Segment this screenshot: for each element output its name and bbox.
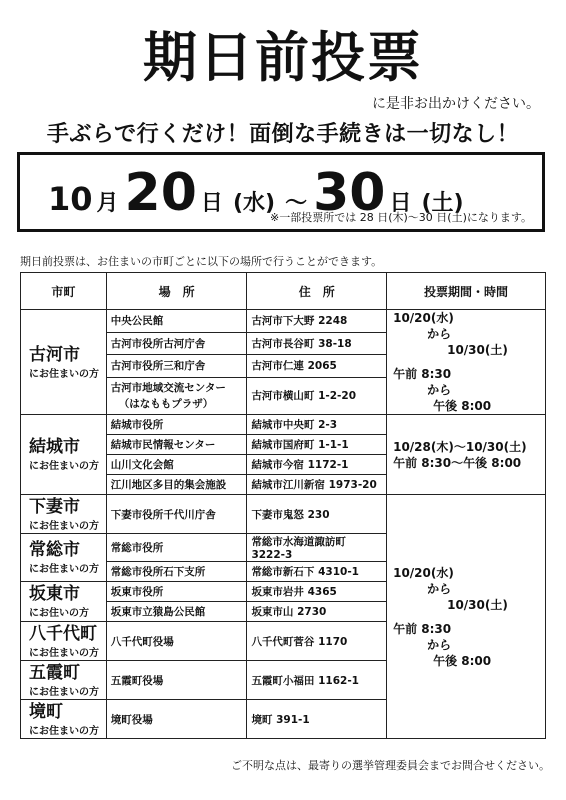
address-cell: 境町 391-1	[247, 700, 387, 739]
table-row	[21, 495, 546, 534]
period-cell	[387, 435, 546, 495]
address-cell: 八千代町菅谷 1170	[247, 622, 387, 661]
place-cell: 結城市民情報センター	[106, 435, 247, 455]
place-cell: 常総市役所	[106, 534, 247, 562]
place-name: 古河市地域交流センター	[110, 381, 226, 394]
city-sub: にお住まいの方	[29, 647, 99, 659]
place-cell	[106, 377, 247, 414]
place-cell: 江川地区多目的集会施設	[106, 475, 247, 495]
city-sub: にお住まいの方	[29, 564, 99, 575]
city-name: 結城市	[29, 437, 80, 457]
end-weekday: (土)	[421, 191, 464, 216]
city-name: 下妻市	[29, 496, 80, 517]
header-city: 市町	[21, 273, 107, 310]
place-cell: 境町役場	[106, 700, 247, 739]
place-cell: 八千代町役場	[106, 622, 247, 661]
period-start: 10/20(水)	[393, 565, 454, 580]
intro-text: 期日前投票は、お住まいの市町ごとに以下の場所で行うことができます。	[20, 255, 383, 268]
period-cell	[387, 310, 546, 415]
city-name: 五霞町	[29, 662, 80, 683]
page-title: 期日前投票	[143, 26, 423, 89]
address-cell: 結城市今宿 1172-1	[247, 455, 387, 475]
city-sub: にお住いの方	[29, 608, 89, 619]
time-range: 午前 8:30～午後 8:00	[393, 455, 522, 470]
address-cell: 坂東市岩井 4365	[247, 582, 387, 602]
polling-table	[20, 272, 546, 739]
address-cell: 古河市仁連 2065	[247, 355, 387, 378]
address-cell: 常総市新石下 4310-1	[247, 562, 387, 582]
place-nickname: （はなももプラザ）	[118, 397, 214, 410]
time-end: 午後 8:00	[433, 653, 492, 668]
address-cell: 坂東市山 2730	[247, 602, 387, 622]
city-sub: にお住まいの方	[29, 520, 99, 532]
city-cell	[21, 415, 107, 495]
city-cell	[21, 622, 107, 661]
period-range: 10/28(木)～10/30(土)	[393, 439, 527, 454]
header-address: 住 所	[247, 273, 387, 310]
start-weekday: (水)	[232, 191, 276, 216]
period-end: 10/30(土)	[447, 597, 508, 612]
city-name: 境町	[29, 701, 63, 722]
place-cell: 結城市役所	[106, 415, 247, 435]
address-cell: 下妻市鬼怒 230	[247, 495, 387, 534]
tagline: 手ぶらで行くだけ！面倒な手続きは一切なし！	[46, 122, 520, 147]
header-period: 投票期間・時間	[387, 273, 546, 310]
place-cell: 下妻市役所千代川庁舎	[106, 495, 247, 534]
city-sub: にお住まいの方	[29, 725, 99, 737]
day-unit-start: 日	[200, 191, 223, 216]
start-day: 20	[124, 163, 197, 223]
tilde: ～	[285, 191, 308, 216]
month-number: 10	[48, 180, 93, 218]
city-name: 常総市	[29, 540, 80, 560]
place-cell: 坂東市役所	[106, 582, 247, 602]
date-box	[17, 152, 545, 232]
place-cell: 古河市役所三和庁舎	[106, 355, 247, 378]
table-row	[21, 310, 546, 333]
day-unit-end: 日	[389, 191, 412, 216]
address-cell: 常総市水海道諏訪町 3222-3	[247, 534, 387, 562]
address-cell: 五霞町小福田 1162-1	[247, 661, 387, 700]
city-cell	[21, 582, 107, 622]
month-unit: 月	[96, 191, 119, 216]
period-start: 10/20(水)	[393, 311, 454, 325]
footer-note: ご不明な点は、最寄りの選挙管理委員会までお問合せください。	[231, 759, 550, 772]
city-name: 古河市	[29, 344, 80, 365]
place-cell: 坂東市立猿島公民館	[106, 602, 247, 622]
date-note: ※一部投票所では 28 日(木)～30 日(土)になります。	[270, 211, 532, 224]
period-end: 10/30(土)	[447, 343, 508, 357]
period-cell	[387, 495, 546, 739]
time-end: 午後 8:00	[433, 399, 492, 413]
place-cell: 古河市役所古河庁舎	[106, 332, 247, 355]
place-cell: 山川文化会館	[106, 455, 247, 475]
address-cell: 結城市中央町 2-3	[247, 415, 387, 435]
city-cell	[21, 495, 107, 534]
city-sub: にお住まいの方	[29, 686, 99, 698]
city-sub: にお住まいの方	[29, 461, 99, 472]
title-subtext: に是非お出かけください。	[372, 96, 540, 112]
address-cell: 古河市長谷町 38-18	[247, 332, 387, 355]
city-cell	[21, 661, 107, 700]
address-cell: 結城市江川新宿 1973-20	[247, 475, 387, 495]
period-from: から	[427, 581, 452, 596]
city-name: 八千代町	[29, 623, 97, 644]
address-cell: 古河市下大野 2248	[247, 310, 387, 333]
address-cell: 古河市横山町 1-2-20	[247, 377, 387, 414]
table-header-row	[21, 273, 546, 310]
end-day: 30	[313, 163, 386, 223]
address-cell: 結城市国府町 1-1-1	[247, 435, 387, 455]
city-name: 坂東市	[29, 584, 80, 604]
city-sub: にお住まいの方	[29, 368, 99, 380]
time-start: 午前 8:30	[393, 367, 452, 381]
place-cell: 中央公民館	[106, 310, 247, 333]
place-cell: 常総市役所石下支所	[106, 562, 247, 582]
period-spacer	[387, 415, 546, 435]
period-from: から	[427, 327, 452, 341]
place-cell: 五霞町役場	[106, 661, 247, 700]
city-cell	[21, 310, 107, 415]
city-cell	[21, 700, 107, 739]
time-from: から	[427, 637, 452, 652]
table-row	[21, 415, 546, 435]
city-cell	[21, 534, 107, 582]
header-place: 場 所	[106, 273, 247, 310]
time-from: から	[427, 383, 452, 397]
time-start: 午前 8:30	[393, 621, 452, 636]
